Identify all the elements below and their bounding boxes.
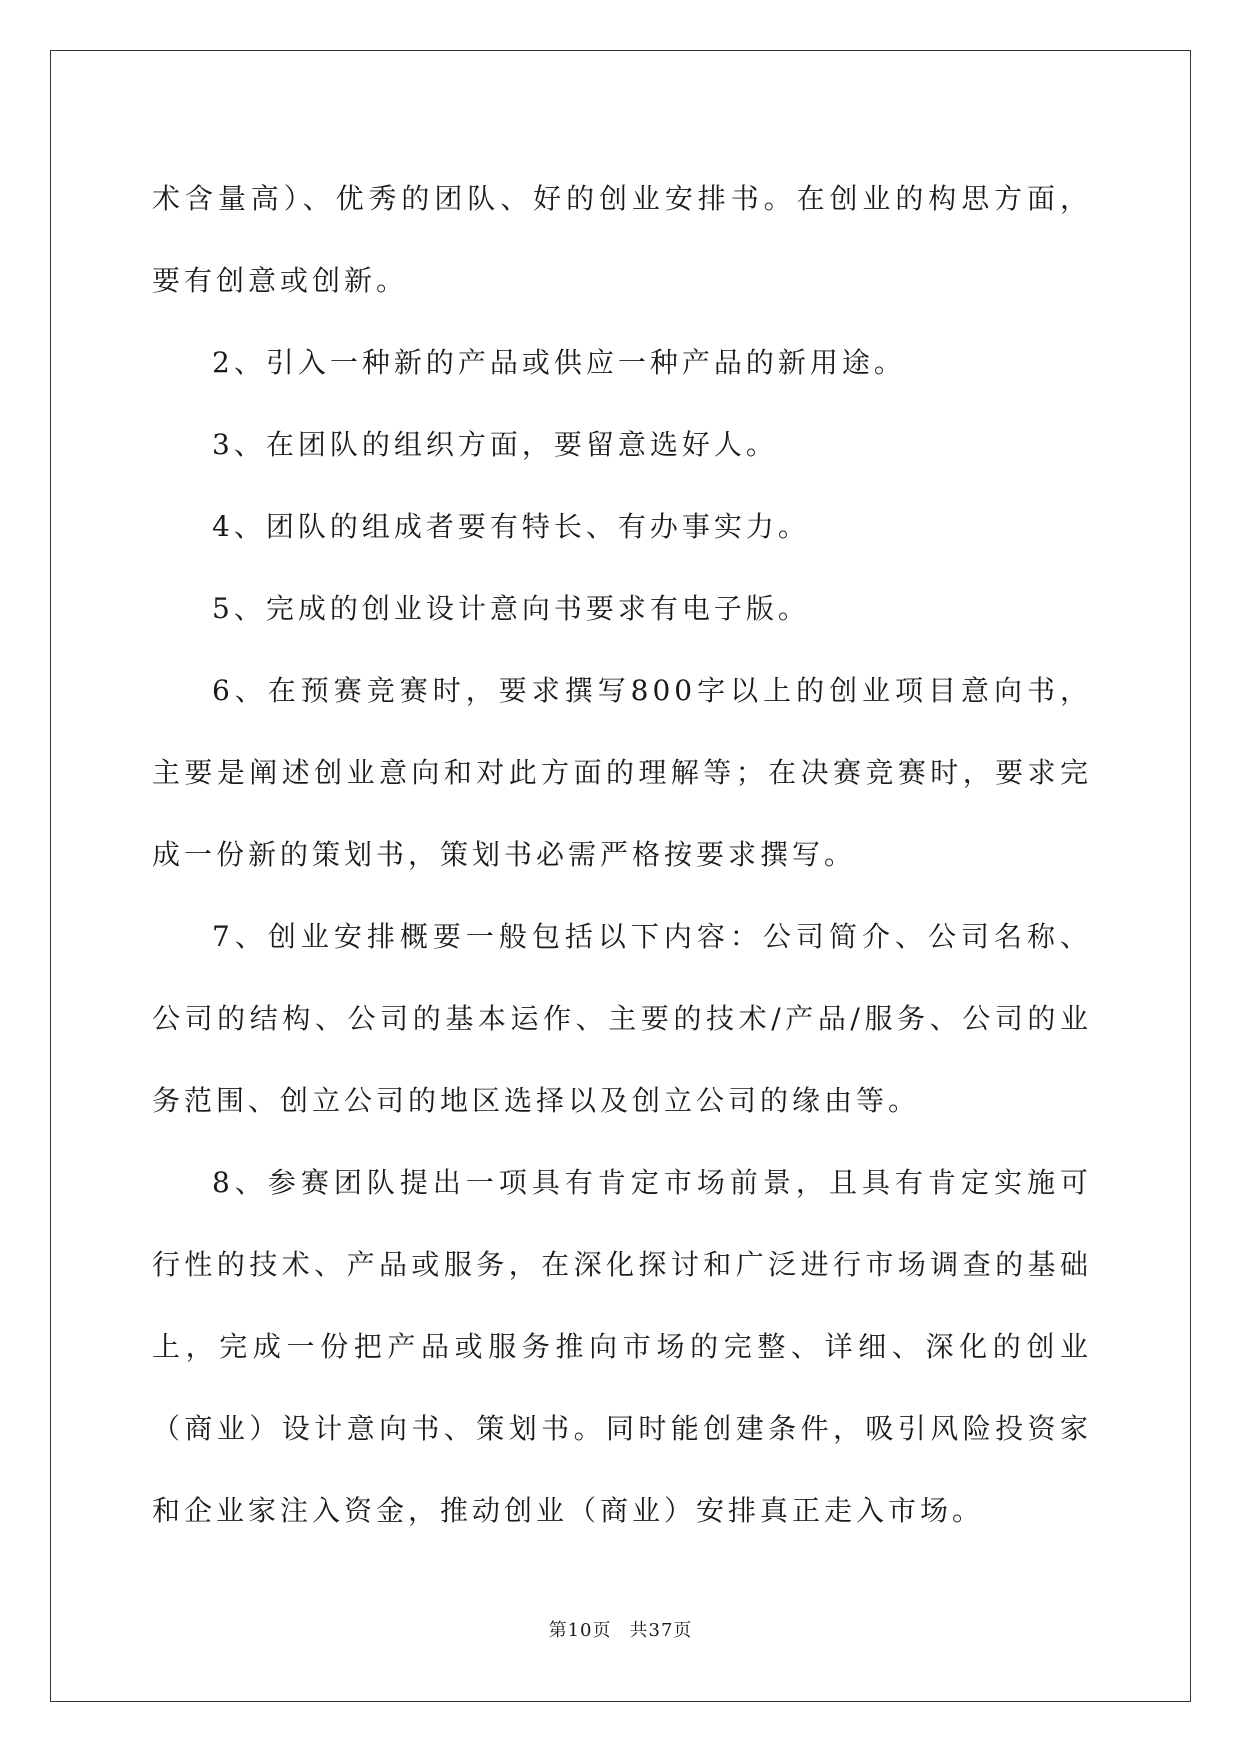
- page-number: 第10页: [548, 1620, 612, 1641]
- paragraph-1: 术含量高）、优秀的团队、好的创业安排书。在创业的构思方面，要有创意或创新。: [152, 182, 1092, 297]
- paragraph-8: 8、参赛团队提出一项具有肯定市场前景，且具有肯定实施可行性的技术、产品或服务，在深化探讨和广泛进行市场调查的基础上，完成一份把产品或服务推向市场的完整、详细、深化的创业（商业）设计意向书、策划书。同时能创建条件，吸引风险投资家和企业家注入资金，推动创业（商业）安排真正走入市场。: [152, 1166, 1092, 1527]
- page-total: 共37页: [629, 1620, 693, 1641]
- page-footer: [0, 1616, 1241, 1642]
- paragraph-5: 5、完成的创业设计意向书要求有电子版。: [212, 592, 810, 625]
- paragraph-4: 4、团队的组成者要有特长、有办事实力。: [212, 510, 810, 543]
- paragraph-6: 6、在预赛竞赛时，要求撰写800字以上的创业项目意向书，主要是阐述创业意向和对此方面的理解等；在决赛竞赛时，要求完成一份新的策划书，策划书必需严格按要求撰写。: [152, 674, 1092, 871]
- document-body: [152, 158, 1092, 1552]
- paragraph-3: 3、在团队的组织方面，要留意选好人。: [212, 428, 778, 461]
- paragraph-7: 7、创业安排概要一般包括以下内容：公司简介、公司名称、公司的结构、公司的基本运作、主要的技术/产品/服务、公司的业务范围、创立公司的地区选择以及创立公司的缘由等。: [152, 920, 1092, 1117]
- paragraph-2: 2、引入一种新的产品或供应一种产品的新用途。: [212, 346, 906, 379]
